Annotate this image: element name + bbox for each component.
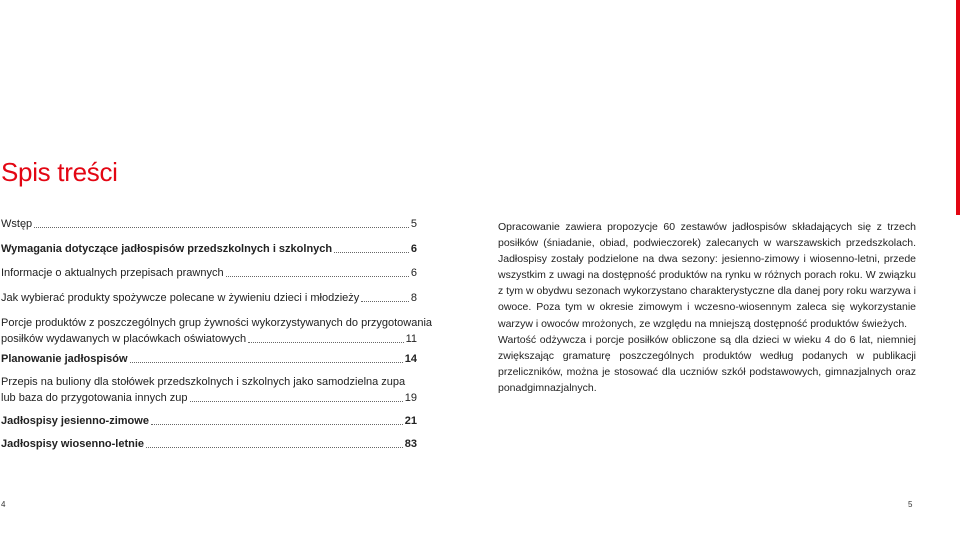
- intro-text: [498, 219, 916, 396]
- toc-entry-planowanie[interactable]: [1, 351, 417, 367]
- toc-entry-page: 8: [410, 292, 417, 304]
- toc-leader-dots: [334, 252, 409, 253]
- toc-entry-przepis[interactable]: [1, 374, 417, 406]
- toc-entry-text: Jak wybierać produkty spożywcze polecane w żywieniu dzieci i młodzieży: [1, 292, 360, 304]
- toc-entry-wstep[interactable]: [1, 216, 417, 232]
- toc-entry-page: 19: [404, 392, 417, 404]
- toc-entry-page: 11: [405, 333, 417, 345]
- intro-paragraph-2: Wartość odżywcza i porcje posiłków obliczone są dla dzieci w wieku 4 do 6 lat, niemniej zwiększając gramaturę poszczególnych produktów według podanych w publikacji przeliczników, można je stosować dla uczniów szkół podstawowych, gimnazjalnych oraz ponadgimnazjalnych.: [498, 333, 916, 394]
- toc-entry-text: Wstęp: [1, 218, 33, 230]
- toc-entry-text-line1: Przepis na buliony dla stołówek przedszkolnych i szkolnych jako samodzielna zupa: [1, 376, 406, 388]
- toc-entry-text: Informacje o aktualnych przepisach prawnych: [1, 267, 224, 279]
- toc-leader-dots: [361, 301, 409, 302]
- toc-leader-dots: [248, 342, 403, 343]
- toc-entry-informacje[interactable]: [1, 265, 417, 281]
- toc-entry-jak-wybierac[interactable]: [1, 290, 417, 306]
- toc-leader-dots: [130, 362, 403, 363]
- toc-entry-wymagania[interactable]: [1, 241, 417, 257]
- toc-entry-page: 21: [404, 415, 417, 427]
- toc-entry-text: Jadłospisy jesienno-zimowe: [1, 415, 149, 427]
- toc-entry-text: lub baza do przygotowania innych zup: [1, 392, 188, 404]
- intro-paragraph-1: Opracowanie zawiera propozycje 60 zestawów jadłospisów składających się z trzech posiłków (śniadanie, obiad, podwieczorek) zalecanych w warszawskich przedszkolach. Jadłospisy zostały podzielone na dwa sezony: jesienno-zimowy i wiosenno-letni, przede wszystkim z uwagi na dostępność produktów na rynku w różnych porach roku. W związku z tym w obydwu sezonach wykorzystano charakterystyczne dla danej pory roku warzywa i owoce. Poza tym w okresie zimowym i wczesno-wiosennym zaleca się wykorzystanie warzyw i owoców mrożonych, ze względu na mniejszą dostępność produktów świeżych.: [498, 221, 916, 330]
- toc-entry-text: Wymagania dotyczące jadłospisów przedszkolnych i szkolnych: [1, 243, 333, 255]
- toc-entry-page: 6: [410, 267, 417, 279]
- toc-entry-text: Jadłospisy wiosenno-letnie: [1, 438, 145, 450]
- toc-entry-porcje[interactable]: [1, 315, 433, 347]
- toc-leader-dots: [226, 276, 409, 277]
- toc-entry-page: 6: [410, 243, 417, 255]
- toc-entry-text-line1: Porcje produktów z poszczególnych grup żywności wykorzystywanych do przygotowania: [1, 317, 433, 329]
- page-title: Spis treści: [1, 157, 118, 187]
- toc-entry-page: 5: [410, 218, 417, 230]
- toc-leader-dots: [190, 401, 403, 402]
- toc-entry-wiosenno-letnie[interactable]: [1, 436, 417, 452]
- toc-leader-dots: [146, 447, 403, 448]
- toc-entry-text: posiłków wydawanych w placówkach oświatowych: [1, 333, 247, 345]
- toc-entry-page: 83: [404, 438, 417, 450]
- page-number-right: 5: [908, 500, 913, 509]
- red-edge-bar: [956, 0, 960, 215]
- toc-entry-text: Planowanie jadłospisów: [1, 353, 128, 365]
- toc-leader-dots: [34, 227, 409, 228]
- page-number-left: 4: [1, 500, 6, 509]
- toc-entry-page: 14: [404, 353, 417, 365]
- toc-leader-dots: [151, 424, 403, 425]
- toc-entry-jesienno-zimowe[interactable]: [1, 413, 417, 429]
